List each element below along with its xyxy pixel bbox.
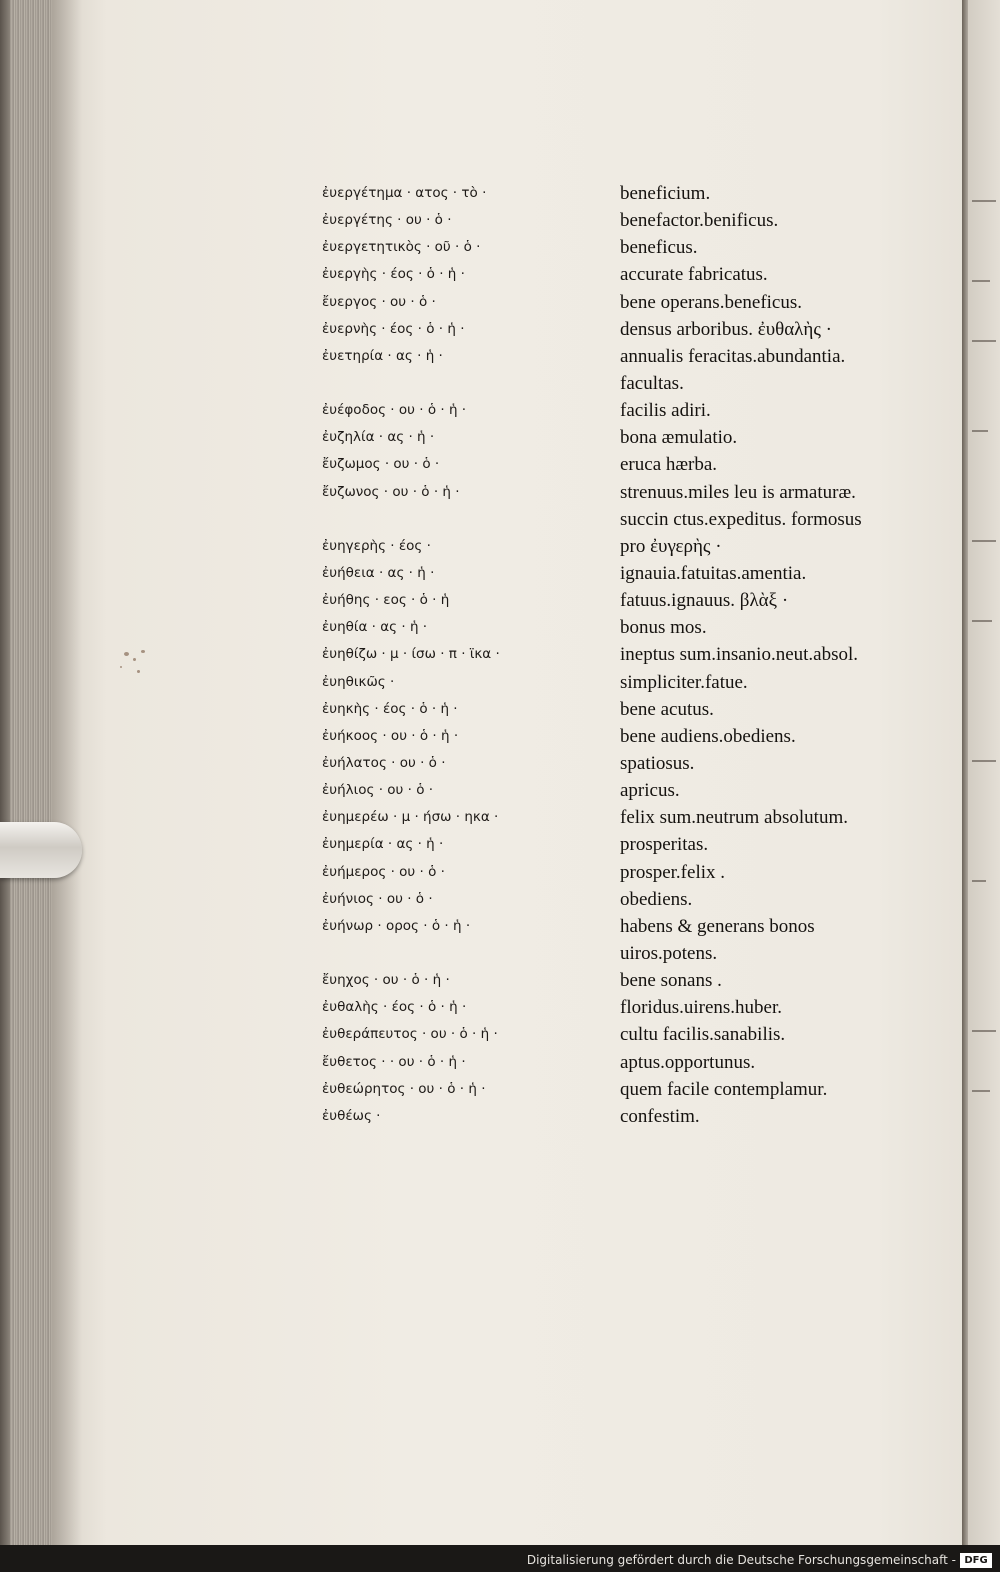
- greek-headword: ἔυηχος · ου · ὁ · ἡ ·: [322, 972, 450, 989]
- book-clasp: [0, 822, 82, 878]
- latin-gloss: habens & generans bonos: [620, 915, 815, 937]
- dictionary-entry: [322, 343, 922, 370]
- latin-gloss: ignauia.fatuitas.amentia.: [620, 562, 807, 584]
- latin-gloss: aptus.opportunus.: [620, 1051, 756, 1073]
- marginal-writing: [972, 620, 992, 622]
- latin-gloss: uiros.potens.: [620, 942, 718, 964]
- greek-headword: ἐυήθεια · ας · ἡ ·: [322, 564, 435, 581]
- greek-headword: ἐυέφοδος · ου · ὁ · ἡ ·: [322, 402, 467, 419]
- greek-headword: ἐυεργέτης · ου · ὁ ·: [322, 212, 452, 229]
- greek-headword: ἐυήλιος · ου · ὁ ·: [322, 782, 434, 799]
- dictionary-entries: [322, 180, 922, 1130]
- greek-headword: ἔυθετος · · ου · ὁ · ἡ ·: [322, 1053, 466, 1070]
- dictionary-entry: [322, 1049, 922, 1076]
- latin-gloss: bonus mos.: [620, 617, 707, 639]
- foxing-spot: [141, 650, 145, 653]
- dictionary-entry: [322, 859, 922, 886]
- foxing-spot: [133, 658, 136, 661]
- latin-gloss: eruca hærba.: [620, 454, 718, 476]
- dictionary-entry: [322, 207, 922, 234]
- greek-headword: ἐυερνὴς · έος · ὁ · ἡ ·: [322, 320, 465, 337]
- latin-gloss: ineptus sum.insanio.neut.absol.: [620, 644, 859, 666]
- latin-gloss: bene sonans .: [620, 970, 722, 992]
- greek-headword: ἐυηθία · ας · ἡ ·: [322, 619, 428, 636]
- latin-gloss: densus arboribus. ἐυθαλὴς ·: [620, 318, 832, 340]
- foxing-spot: [124, 652, 129, 656]
- greek-headword: ἐυήνιος · ου · ὁ ·: [322, 890, 433, 907]
- greek-headword: ἐυεργὴς · έος · ὁ · ἡ ·: [322, 266, 465, 283]
- dictionary-entry: [322, 1103, 922, 1130]
- dictionary-entry: [322, 560, 922, 587]
- dictionary-entry: [322, 1021, 922, 1048]
- foxing-spot: [120, 666, 122, 668]
- greek-headword: ἐυηκὴς · έος · ὁ · ἡ ·: [322, 700, 458, 717]
- greek-headword: ἔυζωνος · ου · ὁ · ἡ ·: [322, 483, 460, 500]
- dictionary-entry: [322, 370, 922, 397]
- greek-headword: ἔυεργος · ου · ὁ ·: [322, 293, 436, 310]
- latin-gloss: bene audiens.obediens.: [620, 725, 796, 747]
- marginal-writing: [972, 880, 986, 882]
- greek-headword: ἐυήλατος · ου · ὁ ·: [322, 754, 446, 771]
- latin-gloss: prosperitas.: [620, 834, 709, 856]
- dictionary-entry: [322, 886, 922, 913]
- latin-gloss: strenuus.miles leu is armaturæ.: [620, 481, 856, 503]
- dfg-logo: DFG: [960, 1553, 992, 1568]
- greek-headword: ἐυήμερος · ου · ὁ ·: [322, 863, 445, 880]
- greek-headword: ἔυζωμος · ου · ὁ ·: [322, 456, 440, 473]
- greek-headword: ἐυεργέτημα · ατος · τὸ ·: [322, 185, 487, 201]
- latin-gloss: annualis feracitas.abundantia.: [620, 345, 846, 367]
- marginal-writing: [972, 430, 988, 432]
- dictionary-entry: [322, 614, 922, 641]
- greek-headword: ἐυηθίζω · μ · ίσω · π · ϊκα ·: [322, 646, 500, 663]
- latin-gloss: benefactor.benificus.: [620, 210, 779, 232]
- dictionary-entry: [322, 424, 922, 451]
- marginal-writing: [972, 760, 996, 762]
- latin-gloss: obediens.: [620, 888, 693, 910]
- dictionary-entry: [322, 506, 922, 533]
- marginal-writing: [972, 540, 996, 542]
- marginal-writing: [972, 280, 990, 282]
- greek-headword: ἐυθεώρητος · ου · ὁ · ἡ ·: [322, 1080, 486, 1097]
- marginal-writing: [972, 1090, 990, 1092]
- latin-gloss: quem facile contemplamur.: [620, 1078, 828, 1100]
- dictionary-entry: [322, 289, 922, 316]
- greek-headword: ἐυήκοος · ου · ὁ · ἡ ·: [322, 727, 459, 744]
- latin-gloss: floridus.uirens.huber.: [620, 997, 783, 1019]
- latin-gloss: facilis adiri.: [620, 400, 711, 422]
- dictionary-entry: [322, 804, 922, 831]
- latin-gloss: bene acutus.: [620, 698, 714, 720]
- greek-headword: ἐυηγερὴς · έος ·: [322, 537, 431, 554]
- latin-gloss: cultu facilis.sanabilis.: [620, 1024, 786, 1046]
- greek-headword: ἐυημερία · ας · ἡ ·: [322, 836, 444, 853]
- latin-gloss: pro ἐυγερὴς ·: [620, 535, 722, 557]
- latin-gloss: beneficus.: [620, 237, 698, 259]
- marginal-writing: [972, 1030, 996, 1032]
- dictionary-entry: [322, 587, 922, 614]
- latin-gloss: simpliciter.fatue.: [620, 671, 748, 693]
- foxing-spot: [137, 670, 140, 673]
- book-binding: [0, 0, 10, 1545]
- dictionary-entry: [322, 777, 922, 804]
- greek-headword: ἐυηθικῶς ·: [322, 673, 395, 690]
- greek-headword: ἐυεργετητικὸς · οῦ · ὁ ·: [322, 239, 481, 256]
- dictionary-entry: [322, 316, 922, 343]
- latin-gloss: bona æmulatio.: [620, 427, 738, 449]
- dictionary-entry: [322, 479, 922, 506]
- dictionary-entry: [322, 397, 922, 424]
- latin-gloss: facultas.: [620, 372, 684, 394]
- latin-gloss: prosper.felix .: [620, 861, 726, 883]
- dictionary-entry: [322, 913, 922, 940]
- latin-gloss: beneficium.: [620, 183, 711, 204]
- adjacent-page-spine: [962, 0, 968, 1545]
- latin-gloss: fatuus.ignauus. βλὰξ ·: [620, 590, 789, 612]
- greek-headword: ἐυθαλὴς · έος · ὁ · ἡ ·: [322, 999, 467, 1016]
- dictionary-entry: [322, 750, 922, 777]
- latin-gloss: apricus.: [620, 780, 680, 802]
- greek-headword: ἐυθεράπευτος · ου · ὁ · ἡ ·: [322, 1026, 498, 1043]
- footer-credit: Digitalisierung gefördert durch die Deutsche Forschungsgemeinschaft -: [526, 1553, 956, 1567]
- latin-gloss: accurate fabricatus.: [620, 264, 768, 286]
- dictionary-entry: [322, 696, 922, 723]
- dictionary-entry: [322, 967, 922, 994]
- dictionary-entry: [322, 723, 922, 750]
- dictionary-entry: [322, 831, 922, 858]
- page-gutter-shadow: [52, 0, 82, 1545]
- greek-headword: ἐυήθης · εος · ὁ · ἡ: [322, 592, 450, 609]
- greek-headword: ἐυήνωρ · ορος · ὁ · ἡ ·: [322, 917, 471, 934]
- marginal-writing: [972, 200, 996, 202]
- greek-headword: ἐυθέως ·: [322, 1107, 381, 1124]
- latin-gloss: spatiosus.: [620, 752, 695, 774]
- dictionary-entry: [322, 641, 922, 668]
- latin-gloss: felix sum.neutrum absolutum.: [620, 807, 848, 829]
- adjacent-page-edge: [962, 0, 1000, 1545]
- latin-gloss: bene operans.beneficus.: [620, 291, 803, 313]
- dictionary-entry: [322, 940, 922, 967]
- marginal-writing: [972, 340, 996, 342]
- greek-headword: ἐυημερέω · μ · ήσω · ηκα ·: [322, 809, 499, 826]
- greek-headword: ἐυετηρία · ας · ἡ ·: [322, 347, 443, 364]
- latin-gloss: succin ctus.expeditus. formosus: [620, 508, 862, 530]
- dictionary-entry: [322, 669, 922, 696]
- dictionary-entry: [322, 1076, 922, 1103]
- dictionary-entry: [322, 994, 922, 1021]
- greek-headword: ἐυζηλία · ας · ἡ ·: [322, 429, 435, 446]
- dictionary-entry: [322, 533, 922, 560]
- dictionary-entry: [322, 180, 922, 207]
- dictionary-entry: [322, 451, 922, 478]
- dictionary-entry: [322, 261, 922, 288]
- latin-gloss: confestim.: [620, 1105, 700, 1127]
- dictionary-entry: [322, 234, 922, 261]
- book-fore-edge: [0, 0, 58, 1545]
- footer-bar: [0, 1545, 1000, 1572]
